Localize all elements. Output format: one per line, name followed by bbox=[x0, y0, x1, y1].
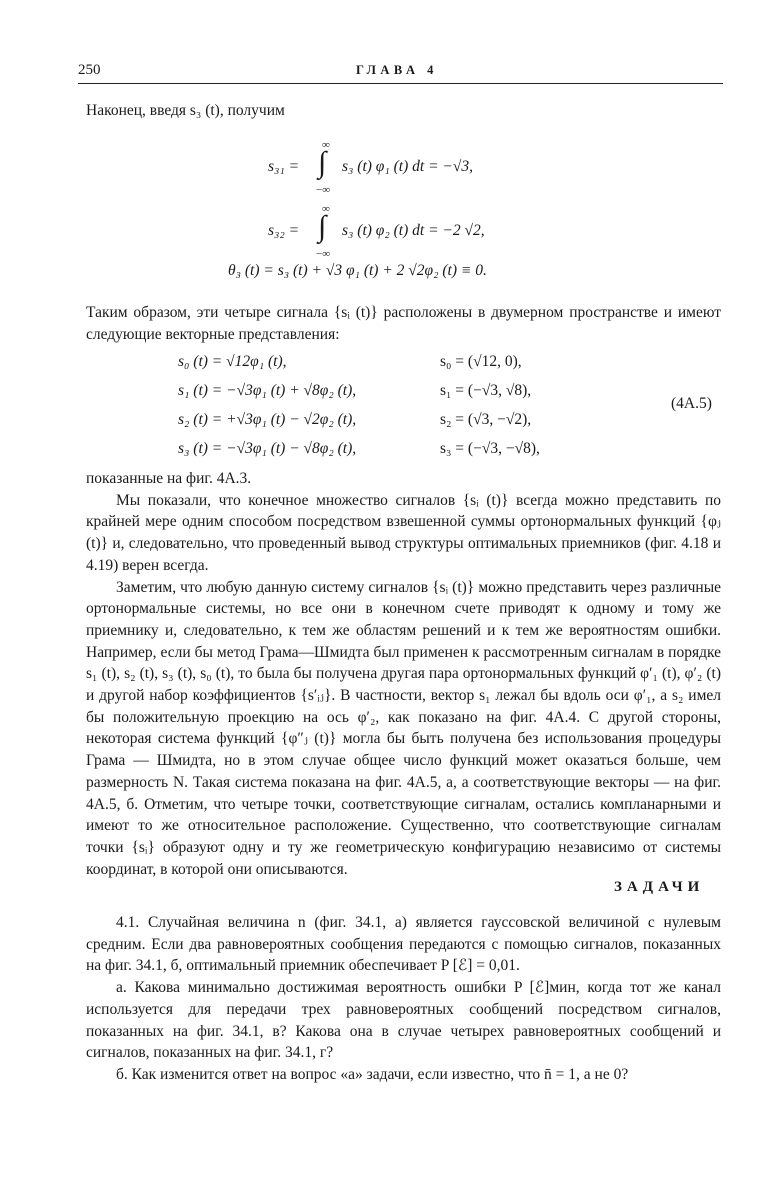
chapter-title: ГЛАВА 4 bbox=[356, 63, 438, 77]
equation-number: (4A.5) bbox=[671, 395, 712, 412]
integral-sign: ∫ bbox=[318, 146, 327, 179]
paragraph-2: Заметим, что любую данную систему сигналов {sᵢ (t)} можно представить через различные ортонормальные системы, но все они в конечном счете приводят к одному и тому же приемнику и, следовательно, к тем же областям решений и к тем же вероятностям ошибки. Например, если бы метод Грама—Шмидта был применен к рассмотренным сигналам в порядке s₁ (t), s₂ (t), s₃ (t), s₀ (t), то была бы получена другая пара ортонормальных функций φ′₁ (t), φ′₂ (t) и другой набор коэффициентов {s′ᵢⱼ}. В частности, вектор s₁ лежал бы вдоль оси φ′₁, а s₂ имел бы положительную проекцию на ось φ′₂, как показано на фиг. 4А.4. С другой стороны, некоторая система функций {φ″ⱼ (t)} могла бы быть получена без использования процедуры Грама — Шмидта, но в этом случае общее число функций может оказаться больше, чем размерность N. Такая система показана на фиг. 4А.5, а, а соответствующие векторы — на фиг. 4А.5, б. Отметим, что четыре точки, соответствующие сигналам, остались компланарными и имеют то же относительное расположение. Существенно, что соответствующие сигналам точки {sᵢ} образуют одну и ту же геометрическую конфигурацию независимо от системы координат, в которой они описываются. bbox=[86, 578, 721, 878]
figure-reference-line: показанные на фиг. 4А.3. bbox=[86, 470, 252, 487]
equation-s31-lhs: s₃₁ = bbox=[268, 158, 300, 175]
paragraph-vectors-intro bbox=[86, 302, 721, 345]
vector-representations-table bbox=[178, 347, 540, 463]
problem-4-1-a: а. Какова минимально достижимая вероятность ошибки P [ℰ]мин, когда тот же канал используется для передачи трех равновероятных сообщений посредством сигналов, показанных на фиг. 34.1, в? Какова она в случае четырех равновероятных сообщений и сигналов, показанных на фиг. 34.1, г? bbox=[86, 979, 721, 1062]
equation-s31-rhs: s₃ (t) φ₁ (t) dt = −√3, bbox=[342, 158, 474, 175]
equation-s32-lhs: s₃₂ = bbox=[268, 222, 300, 239]
integral-sign: ∫ bbox=[318, 210, 327, 243]
section-title-problems: ЗАДАЧИ bbox=[614, 879, 705, 895]
vector-expression: s₀ = (√12, 0), bbox=[440, 352, 522, 370]
vector-row bbox=[178, 434, 540, 463]
paragraph-1: Мы показали, что конечное множество сигналов {sᵢ (t)} всегда можно представить по крайней мере одним способом посредством взвешенной суммы ортонормальных функций {φⱼ (t)} и, следовательно, что проведенный вывод структуры оптимальных приемников (фиг. 4.18 и 4.19) верен всегда. bbox=[86, 491, 721, 574]
vector-expression: s₁ = (−√3, √8), bbox=[440, 381, 532, 399]
integral-upper-limit: ∞ bbox=[322, 139, 330, 151]
equation-s32-rhs: s₃ (t) φ₂ (t) dt = −2 √2, bbox=[342, 222, 485, 239]
signal-expression: s₁ (t) = −√3φ₁ (t) + √8φ₂ (t), bbox=[178, 381, 357, 399]
body-text bbox=[86, 468, 721, 880]
paragraph-text: Таким образом, эти четыре сигнала {sᵢ (t)} расположены в двумерном пространстве и имеют следующие векторные представления: bbox=[86, 304, 721, 343]
header-rule bbox=[78, 83, 723, 84]
integral-lower-limit: −∞ bbox=[316, 184, 331, 196]
signal-expression: s₃ (t) = −√3φ₁ (t) − √8φ₂ (t), bbox=[178, 439, 357, 457]
signal-expression: s₀ (t) = √12φ₁ (t), bbox=[178, 352, 287, 370]
vector-expression: s₃ = (−√3, −√8), bbox=[440, 439, 540, 457]
integral-lower-limit: −∞ bbox=[316, 248, 331, 260]
problem-4-1: 4.1. Случайная величина n (фиг. 34.1, а) является гауссовской величиной с нулевым средним. Если два равновероятных сообщения передаются с помощью сигналов, показанных на фиг. 34.1, б, оптимальный приемник обеспечивает P [ℰ] = 0,01. bbox=[86, 914, 721, 975]
integral-upper-limit: ∞ bbox=[322, 203, 330, 215]
equation-theta3: θ₃ (t) = s₃ (t) + √3 φ₁ (t) + 2 √2φ₂ (t) ≡ 0. bbox=[228, 262, 487, 279]
signal-expression: s₂ (t) = +√3φ₁ (t) − √2φ₂ (t), bbox=[178, 410, 357, 428]
problem-4-1-b: б. Как изменится ответ на вопрос «а» задачи, если известно, что n̄ = 1, а не 0? bbox=[116, 1065, 629, 1083]
page-number: 250 bbox=[78, 62, 101, 78]
intro-line: Наконец, введя s₃ (t), получим bbox=[86, 102, 285, 119]
vector-row bbox=[178, 376, 540, 405]
vector-expression: s₂ = (√3, −√2), bbox=[440, 410, 532, 428]
vector-row bbox=[178, 405, 540, 434]
vector-row bbox=[178, 347, 540, 376]
problems bbox=[86, 912, 721, 1086]
